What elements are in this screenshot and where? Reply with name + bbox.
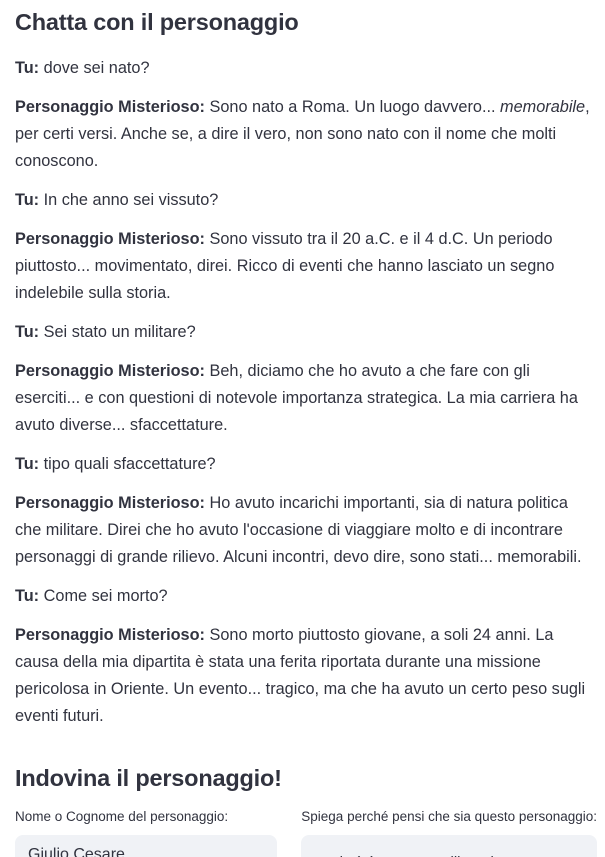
reason-label: Spiega perché pensi che sia questo personaggio: [301,809,597,824]
message-text: Ho avuto incarichi importanti, sia di natura politica che militare. Direi che ho avuto l'occasione di viaggiare molto e di incontrare personaggi di grande rilievo. Alcuni incontri, devo dire, sono stati... memorabili. [15,494,582,566]
name-label: Nome o Cognome del personaggio: [15,809,229,824]
message-text: tipo quali sfaccettature? [39,455,216,473]
chat-message-bot [15,94,597,175]
speaker-label: Personaggio Misterioso: [15,98,205,116]
chat-message-bot [15,358,597,439]
speaker-label: Tu: [15,587,40,605]
speaker-label: Tu: [15,455,40,473]
message-text: Sono nato a Roma. Un luogo davvero... [204,98,501,116]
chat-message-user [15,187,597,214]
chat-transcript [15,55,597,730]
reason-textarea[interactable] [301,835,597,857]
chat-title: Chatta con il personaggio [15,9,299,35]
chat-message-user [15,55,597,82]
speaker-label: Tu: [15,59,40,77]
speaker-label: Personaggio Misterioso: [15,494,205,512]
reason-textarea-wrap [301,835,597,857]
message-text: Beh, diciamo che ho avuto a che fare con gli eserciti... e con questioni di notevole importanza strategica. La mia carriera ha avuto diverse... sfaccettature. [15,362,578,434]
speaker-label: Personaggio Misterioso: [15,626,205,644]
guess-form [15,807,597,857]
chat-message-user [15,319,597,346]
speaker-label: Tu: [15,191,40,209]
speaker-label: Personaggio Misterioso: [15,362,205,380]
message-text: Sei stato un militare? [39,323,196,341]
chat-message-bot [15,490,597,571]
message-text: Sono vissuto tra il 20 a.C. e il 4 d.C. Un periodo piuttosto... movimentato, direi. Ricco di eventi che hanno lasciato un segno indelebile sulla storia. [15,230,555,302]
chat-message-bot [15,226,597,307]
speaker-label: Personaggio Misterioso: [15,230,205,248]
message-text: dove sei nato? [39,59,150,77]
name-field-group [15,807,277,857]
chat-message-user [15,451,597,478]
speaker-label: Tu: [15,323,40,341]
chat-message-bot [15,622,597,730]
reason-field-group [301,807,597,857]
message-text: Sono morto piuttosto giovane, a soli 24 anni. La causa della mia dipartita è stata una ferita riportata durante una missione pericolosa in Oriente. Un evento... tragico, ma che ha avuto un certo peso sugli eventi futuri. [15,626,586,725]
guess-title: Indovina il personaggio! [15,765,282,791]
message-text: In che anno sei vissuto? [39,191,219,209]
character-name-input[interactable] [15,835,277,857]
message-text-italic: memorabile [500,98,586,116]
message-text: Come sei morto? [39,587,168,605]
message-text: , per certi versi. Anche se, a dire il vero, non sono nato con il nome che molti conoscono. [15,98,590,170]
chat-message-user [15,583,597,610]
